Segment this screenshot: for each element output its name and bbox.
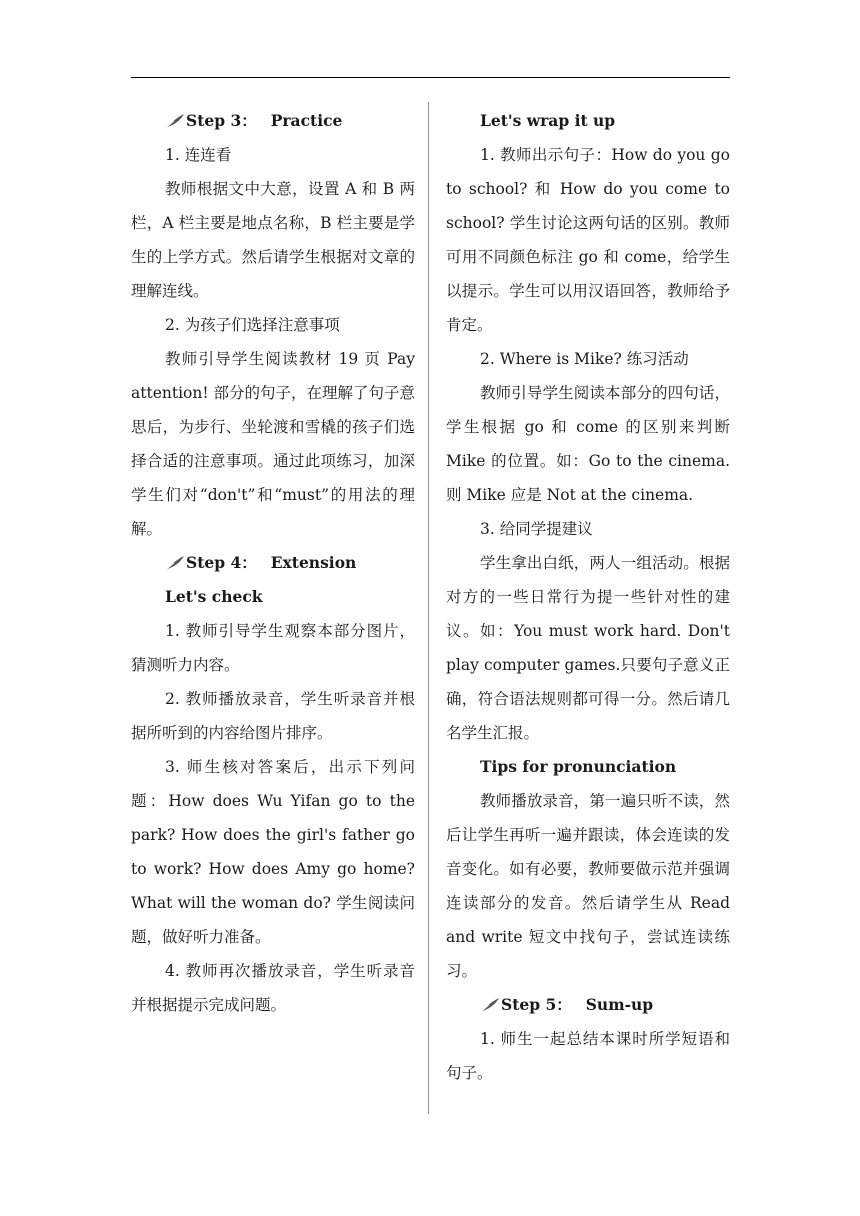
check-item-3: 3. 师生核对答案后，出示下列问题：How does Wu Yifan go to the park? How does the girl's father go to work? How does Amy go home? What will the woman do? 学生阅读问题，做好听力准备。 xyxy=(131,758,415,946)
step-5-title: Sum-up xyxy=(585,995,654,1014)
right-column xyxy=(446,104,730,1090)
wrap-item-3: 3. 给同学提建议 xyxy=(480,520,593,538)
step-5-label: Step 5： xyxy=(501,995,572,1014)
header-rule xyxy=(131,77,730,78)
tips-title: Tips for pronunciation xyxy=(480,757,677,776)
step-4-title: Extension xyxy=(270,553,357,572)
wrap-item-2: 2. Where is Mike? 练习活动 xyxy=(480,350,689,368)
quill-icon xyxy=(165,113,185,129)
item-3-2-body: 教师引导学生阅读教材 19 页 Pay attention! 部分的句子，在理解了句子意思后，为步行、坐轮渡和雪橇的孩子们选择合适的注意事项。通过此项练习，加深学生们对“don't”和“must”的用法的理解。 xyxy=(131,350,416,538)
left-column xyxy=(131,104,415,1022)
wrap-item-2-body: 教师引导学生阅读本部分的四句话，学生根据 go 和 come 的区别来判断 Mike 的位置。如：Go to the cinema. 则 Mike 应是 Not at the cinema. xyxy=(446,384,730,504)
item-3-1-body: 教师根据文中大意，设置 A 和 B 两栏，A 栏主要是地点名称，B 栏主要是学生的上学方式。然后请学生根据对文章的理解连线。 xyxy=(131,180,415,300)
wrap-item-1: 1. 教师出示句子：How do you go to school? 和 How do you come to school? 学生讨论这两句话的区别。教师可用不同颜色标注 go 和 come，给学生以提示。学生可以用汉语回答，教师给予肯定。 xyxy=(446,146,730,334)
check-item-4: 4. 教师再次播放录音，学生听录音并根据提示完成问题。 xyxy=(131,962,415,1014)
step-3-heading xyxy=(131,104,415,138)
step-5-heading xyxy=(446,988,730,1022)
step-4-heading xyxy=(131,546,415,580)
item-3-2: 2. 为孩子们选择注意事项 xyxy=(165,316,340,334)
wrap-up-title: Let's wrap it up xyxy=(480,111,616,130)
item-3-1: 1. 连连看 xyxy=(165,146,232,164)
check-item-1: 1. 教师引导学生观察本部分图片，猜测听力内容。 xyxy=(131,622,415,674)
quill-icon xyxy=(165,555,185,571)
wrap-item-3-body: 学生拿出白纸，两人一组活动。根据对方的一些日常行为提一些针对性的建议。如：You must work hard. Don't play computer games.只要句子意义正确，符合语法规则都可得一分。然后请几名学生汇报。 xyxy=(446,554,730,742)
column-divider xyxy=(428,102,429,1114)
step-3-label: Step 3： xyxy=(186,111,257,130)
quill-icon xyxy=(480,997,500,1013)
tips-body: 教师播放录音，第一遍只听不读，然后让学生再听一遍并跟读，体会连读的发音变化。如有必要，教师要做示范并强调连读部分的发音。然后请学生从 Read and write 短文中找句子，尝试连读练习。 xyxy=(446,792,730,980)
lets-check-title: Let's check xyxy=(165,587,263,606)
check-item-2: 2. 教师播放录音，学生听录音并根据所听到的内容给图片排序。 xyxy=(131,690,415,742)
step-4-label: Step 4： xyxy=(186,553,257,572)
step-3-title: Practice xyxy=(270,111,343,130)
sumup-item-1: 1. 师生一起总结本课时所学短语和句子。 xyxy=(446,1030,730,1082)
